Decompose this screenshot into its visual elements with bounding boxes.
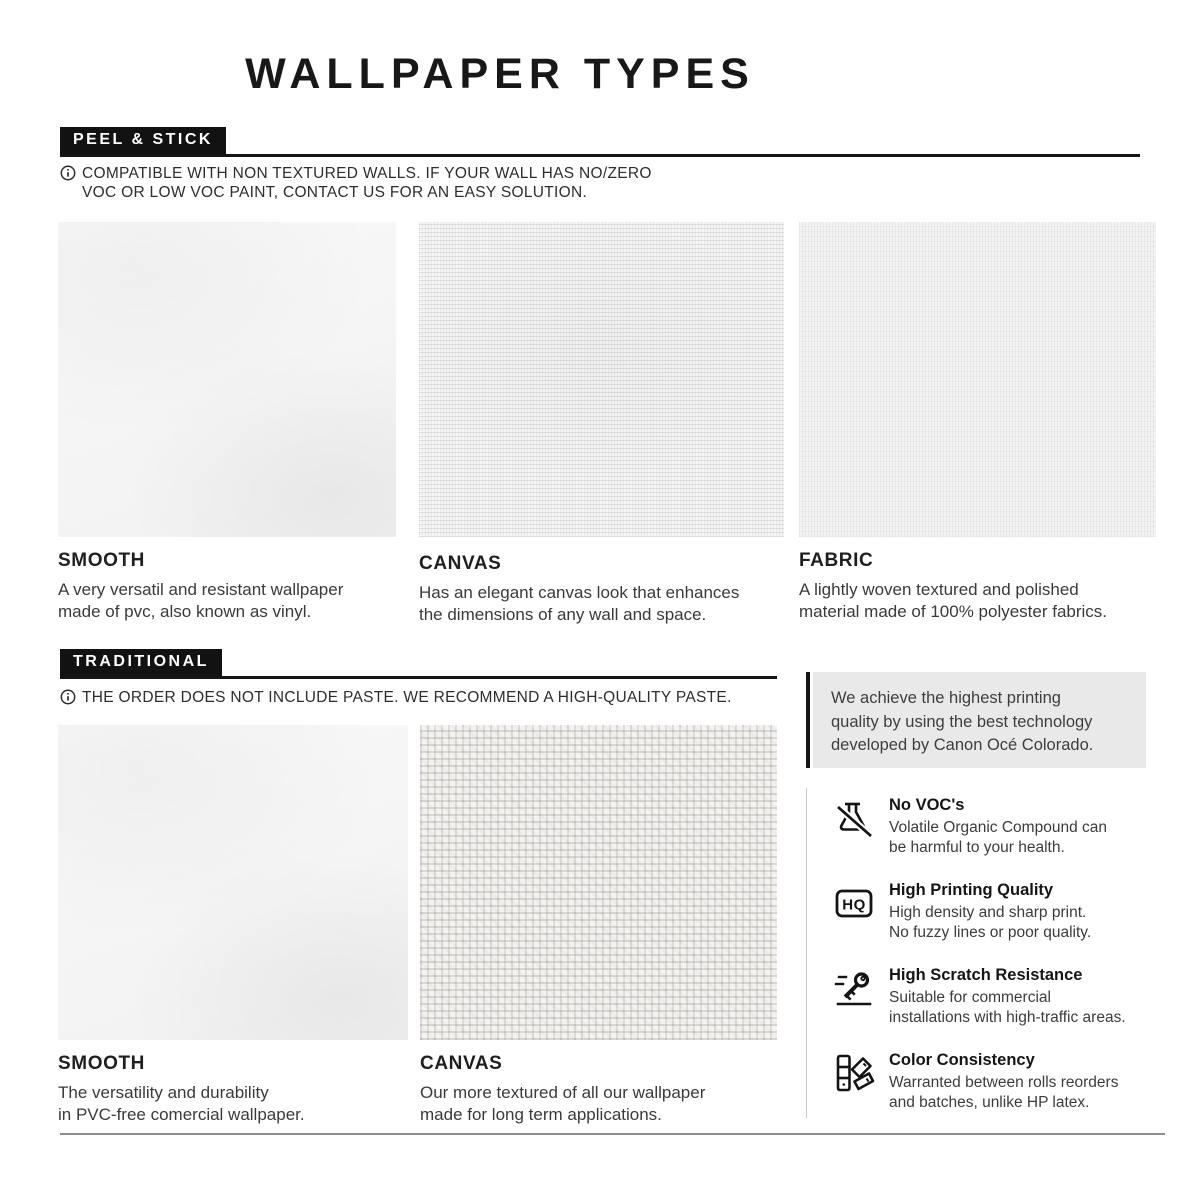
smooth-texture-swatch [58, 725, 408, 1040]
feature-scratch-resistance [832, 966, 1156, 1028]
canvas-texture-swatch [420, 725, 777, 1040]
svg-text:HQ: HQ [842, 896, 866, 914]
swatch-title: CANVAS [419, 553, 502, 574]
swatch-card [419, 222, 784, 625]
feature-title: High Scratch Resistance [889, 966, 1083, 984]
note-line: COMPATIBLE WITH NON TEXTURED WALLS. IF YOUR WALL HAS NO/ZERO [82, 165, 652, 182]
swatch-card [799, 222, 1156, 625]
section-label-peel-stick: PEEL & STICK [60, 127, 226, 154]
peel-stick-note [60, 164, 652, 202]
feature-title: Color Consistency [889, 1051, 1035, 1069]
swatch-description: Has an elegant canvas look that enhances the dimensions of any wall and space. [419, 583, 740, 624]
canvas-texture-swatch [419, 222, 784, 537]
feature-list [806, 788, 1156, 1118]
page-title: WALLPAPER TYPES [245, 50, 755, 98]
traditional-note [60, 688, 732, 707]
swatch-description: A lightly woven textured and polished material made of 100% polyester fabrics. [799, 580, 1108, 621]
swatch-title: FABRIC [799, 550, 874, 571]
feature-title: No VOC's [889, 796, 965, 814]
feature-description: Warranted between rolls reorders and batches, unlike HP latex. [889, 1074, 1119, 1111]
swatch-description: The versatility and durability in PVC-free comercial wallpaper. [58, 1083, 305, 1124]
note-line: VOC OR LOW VOC PAINT, CONTACT US FOR AN EASY SOLUTION. [82, 184, 588, 201]
note-line: THE ORDER DOES NOT INCLUDE PASTE. WE RECOMMEND A HIGH-QUALITY PASTE. [82, 689, 732, 706]
color-fan-icon [832, 1051, 876, 1095]
swatch-card [58, 222, 396, 625]
info-icon [60, 689, 76, 705]
smooth-texture-swatch [58, 222, 396, 537]
feature-high-printing-quality [832, 881, 1156, 943]
swatch-title: CANVAS [420, 1053, 503, 1074]
feature-description: Volatile Organic Compound can be harmful to your health. [889, 819, 1107, 856]
swatch-description: A very versatil and resistant wallpaper made of pvc, also known as vinyl. [58, 580, 344, 621]
quote-text: We achieve the highest printing quality by using the best technology developed by Canon Océ Colorado. [831, 689, 1094, 754]
swatch-title: SMOOTH [58, 1053, 145, 1074]
info-icon [60, 165, 76, 181]
swatch-card [58, 725, 408, 1125]
peel-stick-swatch-row [58, 222, 1156, 625]
fabric-texture-swatch [799, 222, 1156, 537]
traditional-swatch-row [58, 725, 777, 1125]
key-scratch-icon [832, 966, 876, 1010]
feature-no-voc [832, 796, 1156, 858]
quote-accent-bar [806, 672, 810, 768]
feature-description: High density and sharp print. No fuzzy lines or poor quality. [889, 904, 1092, 941]
bottom-rule [60, 1133, 1165, 1135]
hq-badge-icon [832, 881, 876, 925]
section-rule-traditional [60, 649, 777, 679]
swatch-card [420, 725, 777, 1125]
section-label-traditional: TRADITIONAL [60, 649, 222, 676]
quote-box [806, 672, 1146, 768]
section-rule-peel-stick [60, 127, 1140, 157]
feature-title: High Printing Quality [889, 881, 1054, 899]
swatch-title: SMOOTH [58, 550, 145, 571]
no-voc-flask-icon [832, 796, 876, 840]
swatch-description: Our more textured of all our wallpaper made for long term applications. [420, 1083, 706, 1124]
feature-color-consistency [832, 1051, 1156, 1113]
feature-description: Suitable for commercial installations with high-traffic areas. [889, 989, 1126, 1026]
